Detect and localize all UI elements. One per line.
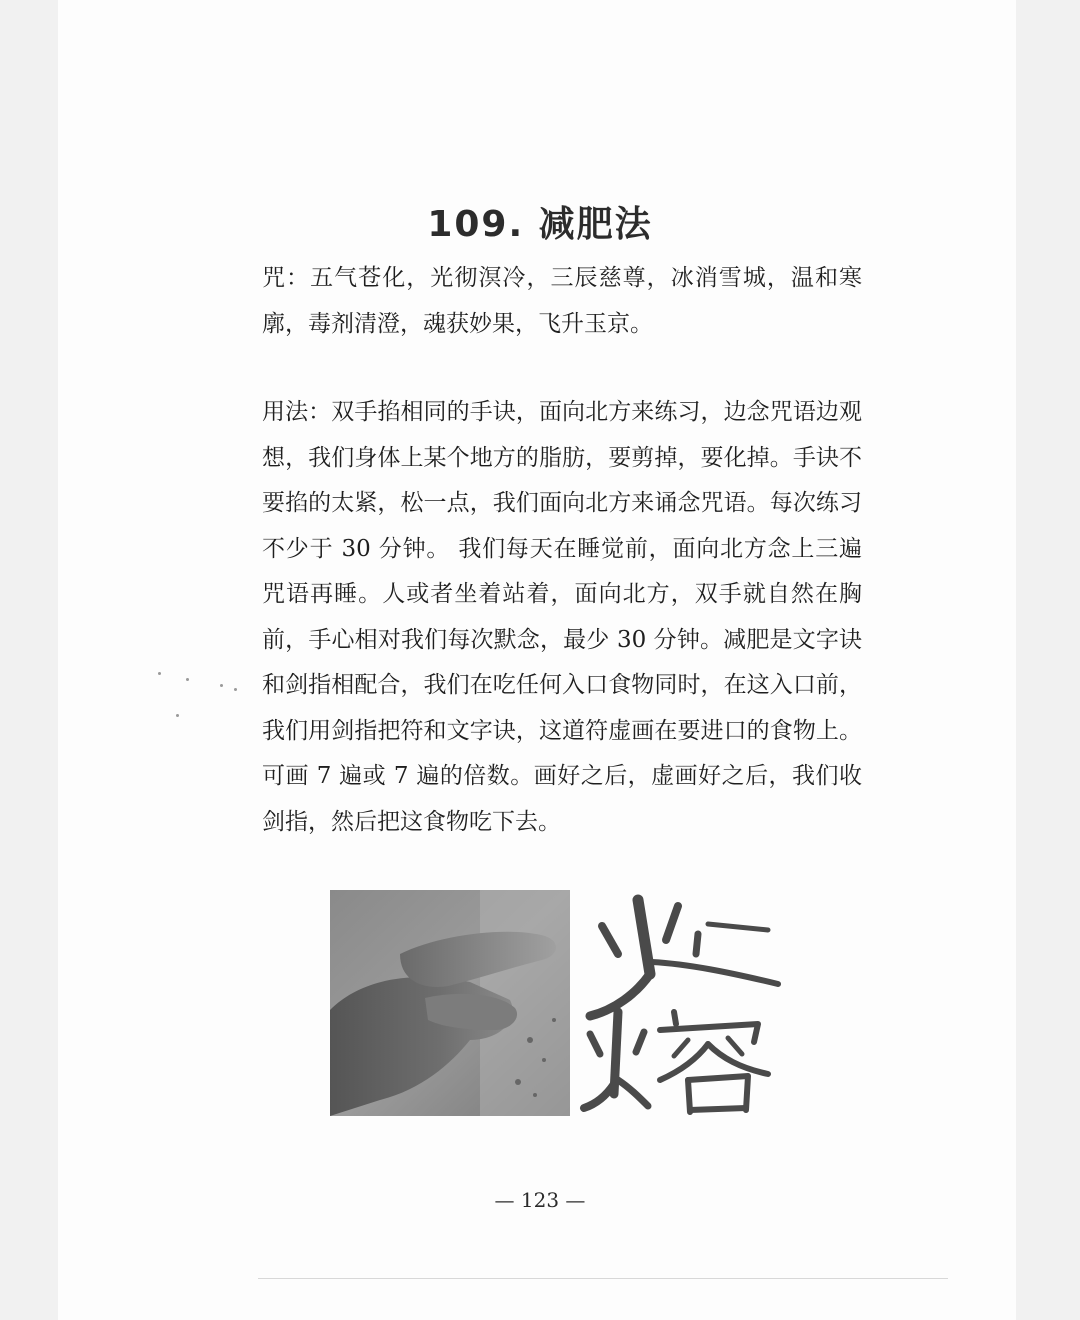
talisman-calligraphy (578, 884, 788, 1116)
section-title: 109. 减肥法 (427, 204, 653, 245)
page-number: — 123 — (494, 1188, 586, 1212)
scan-speck (220, 684, 223, 687)
usage-paragraph: 用法：双手掐相同的手诀，面向北方来练习，边念咒语边观想，我们身体上某个地方的脂肪，要剪掉，要化掉。手诀不要掐的太紧，松一点，我们面向北方来诵念咒语。每次练习不少于 30 分钟。 我们每天在睡觉前，面向北方念上三遍咒语再睡。人或者坐着站着，面向北方，双手就自然在胸前，手心相对我们每次默念，最少 30 分钟。减肥是文字诀和剑指相配合，我们在吃任何入口食物同时，在这入口前，我们用剑指把符和文字诀，这道符虚画在要进口的食物上。可画 7 遍或 7 遍的倍数。画好之后，虚画好之后，我们收剑指，然后把这食物吃下去。 (262, 399, 862, 835)
incantation-paragraph: 咒：五气苍化，光彻溟冷，三辰慈尊，冰消雪城，温和寒廓，毒剂清澄，魂获妙果，飞升玉京。 (262, 265, 862, 337)
hand-gesture-photo (330, 890, 570, 1116)
scan-speck (234, 688, 237, 691)
bottom-rule (258, 1278, 948, 1279)
talisman-glyph-text: 火容 (578, 884, 580, 885)
scan-speck (186, 678, 189, 681)
scan-speck (176, 714, 179, 717)
scan-speck (158, 672, 161, 675)
